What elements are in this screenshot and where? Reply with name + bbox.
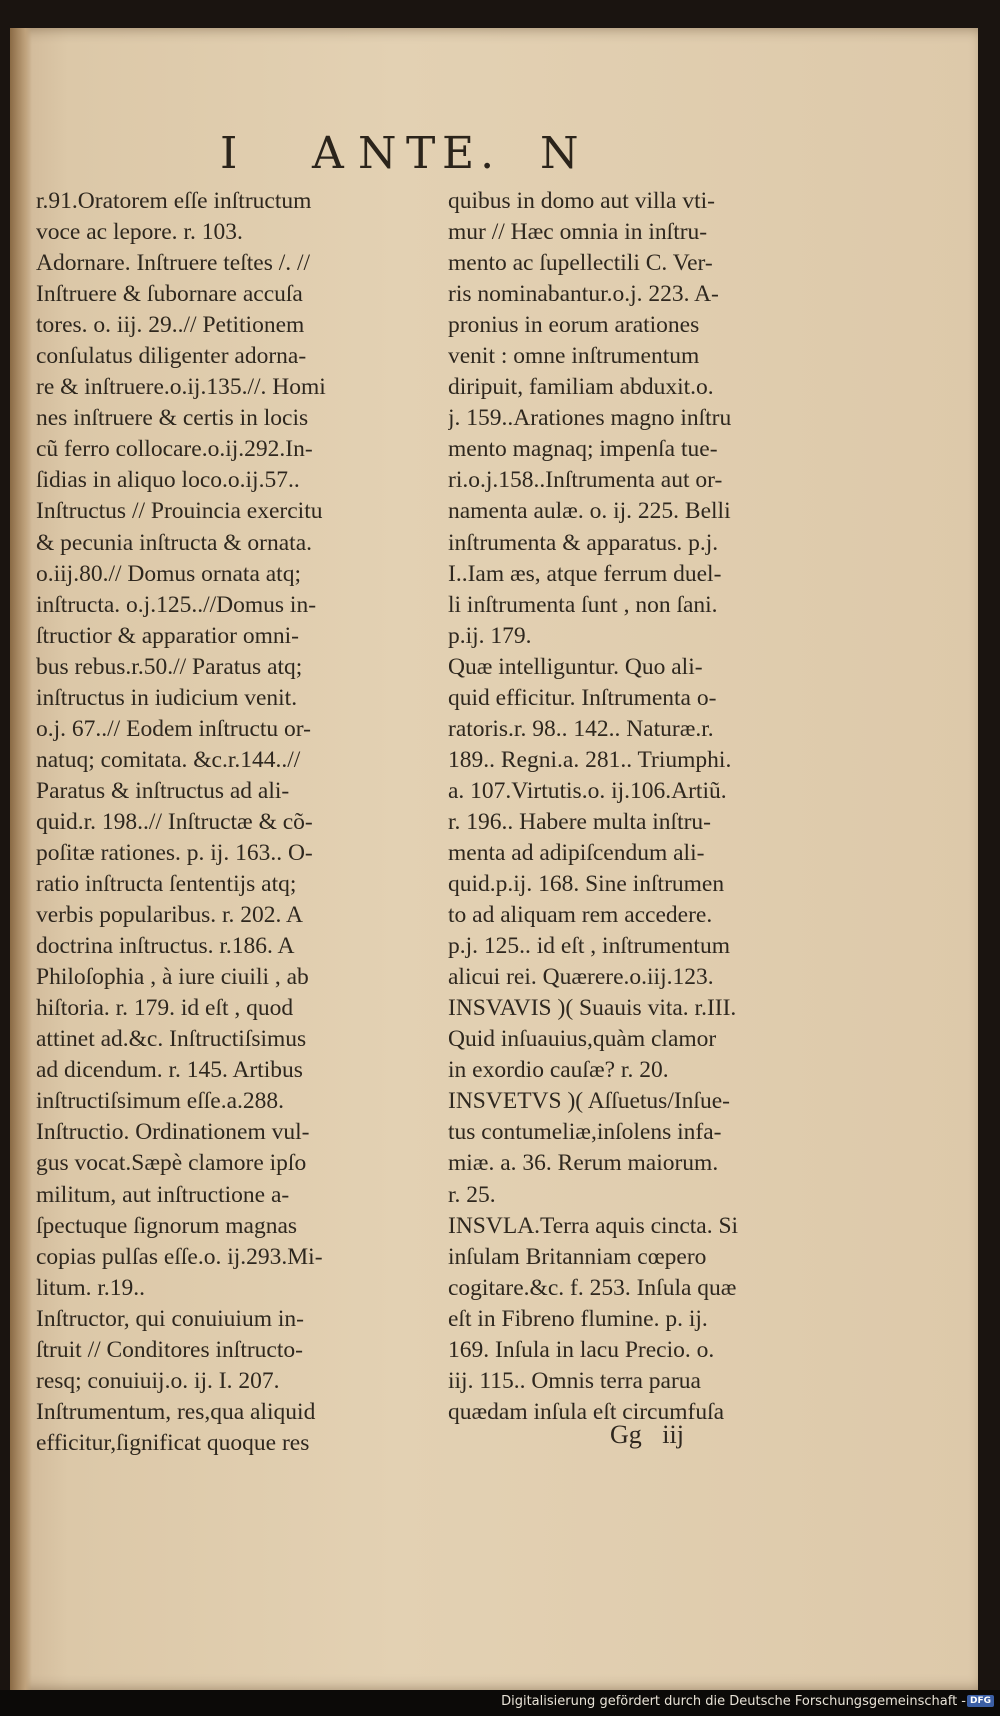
text-line: & pecunia inſtructa & ornata. [36,529,313,556]
text-line: ſidias in aliquo loco.o.ij.57.. [36,467,300,494]
text-line: conſulatus diligenter adorna- [36,343,307,370]
text-line: inſtrumenta & apparatus. p.j. [448,529,719,556]
text-line: iij. 115.. Omnis terra parua [448,1367,701,1394]
text-line: ratio inſtructa ſententijs atq; [36,871,297,898]
left-text-column [36,186,420,1459]
text-line: venit : omne inſtrumentum [448,343,700,370]
text-line: Inſtructor, qui conuiuium in- [36,1305,304,1332]
text-line: verbis popularibus. r. 202. A [36,902,303,929]
catchword: Gg iij [610,1420,684,1449]
text-line: efficitur,ſignificat quoque res [36,1429,310,1456]
text-line: mur // Hæc omnia in inſtru- [448,219,708,246]
text-line: Inſtruere & ſubornare accuſa [36,281,303,308]
book-page [10,28,978,1690]
text-line: INSVAVIS )( Suauis vita. r.III. [448,995,737,1022]
footer-bar [0,1690,1000,1716]
text-line: j. 159..Arationes magno inſtru [448,405,732,432]
text-line: r. 25. [448,1181,496,1208]
text-line: li inſtrumenta ſunt , non ſani. [448,591,718,618]
text-line: miæ. a. 36. Rerum maiorum. [448,1150,719,1177]
text-line: Inſtructio. Ordinationem vul- [36,1119,310,1146]
text-line: to ad aliquam rem accedere. [448,902,713,929]
text-line: ratoris.r. 98.. 142.. Naturæ.r. [448,715,714,742]
text-line: r. 196.. Habere multa inſtru- [448,808,711,835]
text-line: resq; conuiuij.o. ij. I. 207. [36,1367,280,1394]
text-line: Philoſophia , à iure ciuili , ab [36,964,309,991]
text-line: quibus in domo aut villa vti- [448,188,715,214]
text-line: alicui rei. Quærere.o.iij.123. [448,964,714,991]
text-line: gus vocat.Sæpè clamore ipſo [36,1150,307,1177]
text-line: quid.r. 198..// Inſtructæ & cõ- [36,808,313,835]
text-line: pronius in eorum arationes [448,312,700,339]
text-line: cũ ferro collocare.o.ij.292.In- [36,436,313,463]
text-line: 169. Inſula in lacu Precio. o. [448,1336,715,1363]
text-line: quædam inſula eſt circumfuſa [448,1398,725,1425]
text-line: cogitare.&c. f. 253. Inſula quæ [448,1274,737,1301]
text-line: ſtructior & apparatior omni- [36,622,299,649]
text-line: tus contumeliæ,inſolens infa- [448,1119,722,1146]
text-line: voce ac lepore. r. 103. [36,219,243,246]
text-line: INSVLA.Terra aquis cincta. Si [448,1212,739,1239]
text-line: Inſtructus // Prouincia exercitu [36,498,323,525]
text-line: p.j. 125.. id eſt , inſtrumentum [448,933,730,960]
text-line: ad dicendum. r. 145. Artibus [36,1057,303,1084]
text-line: tores. o. iij. 29..// Petitionem [36,312,305,339]
text-line: ſtruit // Conditores inſtructo- [36,1336,303,1363]
text-line: ri.o.j.158..Inſtrumenta aut or- [448,467,723,494]
text-line: nes inſtruere & certis in locis [36,405,309,432]
text-line: a. 107.Virtutis.o. ij.106.Artiũ. [448,777,727,804]
header-letter: N [540,128,585,179]
footer-credit: Digitalisierung gefördert durch die Deutsche Forschungsgemeinschaft - [501,1694,966,1709]
text-line: inſulam Britanniam cœpero [448,1243,707,1270]
text-line: inſtructiſsimum eſſe.a.288. [36,1088,285,1115]
text-line: copias pulſas eſſe.o. ij.293.Mi- [36,1243,323,1270]
text-line: ris nominabantur.o.j. 223. A- [448,281,719,308]
text-line: menta ad adipiſcendum ali- [448,839,705,866]
page-spine-shadow [10,28,32,1690]
header-letter: T [406,128,442,179]
text-line: litum. r.19.. [36,1274,146,1301]
text-line: natuq; comitata. &c.r.144..// [36,746,301,773]
text-line: Quid inſuauius,quàm clamor [448,1026,717,1053]
text-line: Inſtrumentum, res,qua aliquid [36,1398,316,1425]
text-line: poſitæ rationes. p. ij. 163.. O- [36,839,313,866]
text-line: inſtructa. o.j.125..//Domus in- [36,591,317,618]
text-line: o.iij.80.// Domus ornata atq; [36,560,301,587]
header-letter: E. [442,128,501,179]
header-letter: I [220,128,244,179]
text-line: INSVETVS )( Aſſuetus/Inſue- [448,1088,730,1115]
text-line: doctrina inſtructus. r.186. A [36,933,295,960]
text-line: hiſtoria. r. 179. id eſt , quod [36,995,294,1022]
text-line: quid.p.ij. 168. Sine inſtrumen [448,871,725,898]
text-line: mento magnaq; impenſa tue- [448,436,718,463]
text-line: militum, aut inſtructione a- [36,1181,290,1208]
text-line: bus rebus.r.50.// Paratus atq; [36,653,303,680]
text-line: p.ij. 179. [448,622,532,649]
text-line: namenta aulæ. o. ij. 225. Belli [448,498,731,525]
text-line: 189.. Regni.a. 281.. Triumphi. [448,746,732,773]
text-line: eſt in Fibreno flumine. p. ij. [448,1305,708,1332]
text-line: diripuit, familiam abduxit.o. [448,374,714,401]
text-line: ſpectuque ſignorum magnas [36,1212,298,1239]
running-header [220,128,640,188]
text-line: o.j. 67..// Eodem inſtructu or- [36,715,311,742]
text-line: inſtructus in iudicium venit. [36,684,298,711]
header-letter: N [358,128,403,179]
text-line: Paratus & inſtructus ad ali- [36,777,290,804]
text-line: attinet ad.&c. Inſtructiſsimus [36,1026,307,1053]
right-text-column [448,186,790,1428]
text-line: mento ac ſupellectili C. Ver- [448,250,713,277]
text-line: re & inſtruere.o.ij.135.//. Homi [36,374,326,401]
text-line: Quæ intelliguntur. Quo ali- [448,653,703,680]
header-letter: A [312,128,350,179]
text-line: r.91.Oratorem eſſe inſtructum [36,188,312,214]
text-line: I..Iam æs, atque ferrum duel- [448,560,722,587]
text-line: quid efficitur. Inſtrumenta o- [448,684,717,711]
dfg-logo: DFG [967,1695,994,1707]
text-line: Adornare. Inſtruere teſtes /. // [36,250,311,277]
text-line: in exordio cauſæ? r. 20. [448,1057,669,1084]
